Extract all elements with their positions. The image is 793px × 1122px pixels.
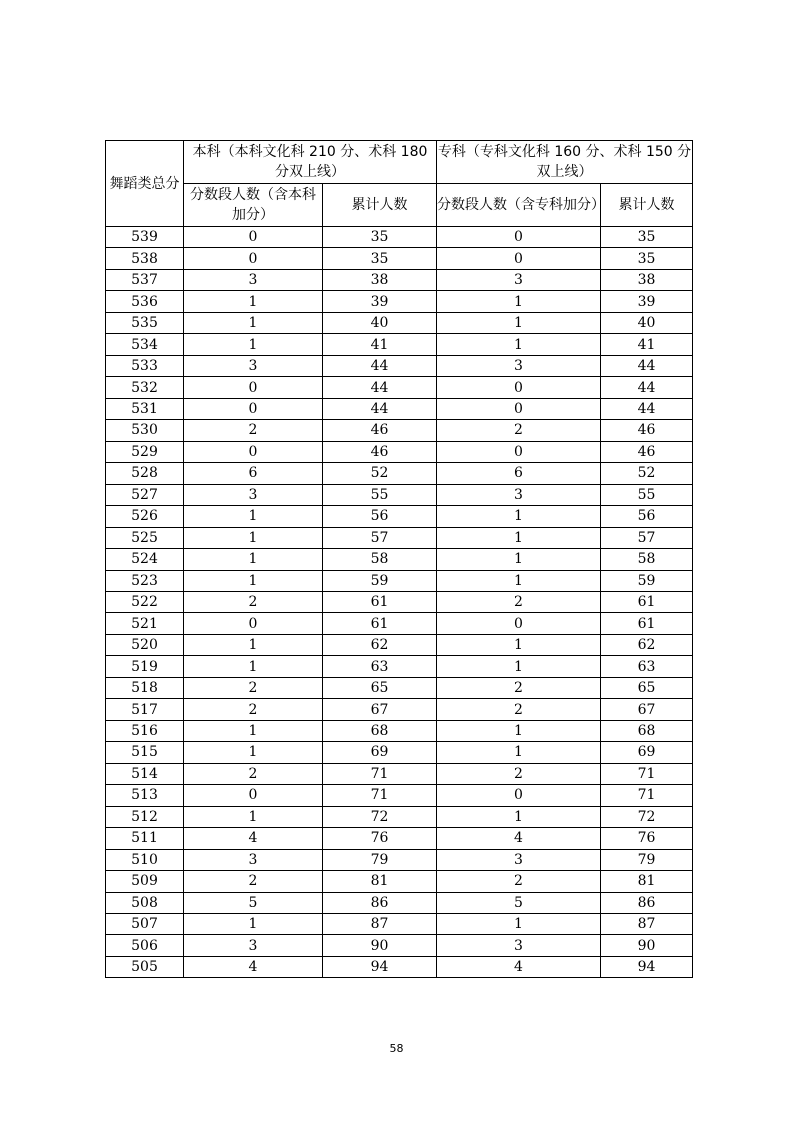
table-row [106, 849, 693, 870]
undergrad-segment-cell: 1 [184, 806, 323, 827]
table-row [106, 484, 693, 505]
junior-segment-cell: 0 [437, 398, 601, 419]
header-junior-cumulative: 累计人数 [601, 184, 693, 227]
undergrad-segment-cell: 5 [184, 892, 323, 913]
table-row [106, 871, 693, 892]
table-row [106, 613, 693, 634]
undergrad-cumulative-cell: 41 [323, 334, 437, 355]
table-row [106, 312, 693, 333]
score-cell: 535 [106, 312, 184, 333]
junior-segment-cell: 3 [437, 269, 601, 290]
junior-cumulative-cell: 69 [601, 742, 693, 763]
undergrad-cumulative-cell: 38 [323, 269, 437, 290]
junior-cumulative-cell: 79 [601, 849, 693, 870]
junior-segment-cell: 1 [437, 806, 601, 827]
junior-cumulative-cell: 44 [601, 398, 693, 419]
undergrad-segment-cell: 1 [184, 742, 323, 763]
undergrad-cumulative-cell: 61 [323, 613, 437, 634]
undergrad-cumulative-cell: 44 [323, 377, 437, 398]
undergrad-cumulative-cell: 59 [323, 570, 437, 591]
undergrad-segment-cell: 1 [184, 634, 323, 655]
junior-cumulative-cell: 44 [601, 355, 693, 376]
header-junior-segment: 分数段人数（含专科加分） [437, 184, 601, 227]
table-row [106, 763, 693, 784]
junior-segment-cell: 3 [437, 935, 601, 956]
header-junior-group: 专科（专科文化科 160 分、术科 150 分双上线） [437, 141, 693, 184]
table-row [106, 570, 693, 591]
table-row [106, 398, 693, 419]
junior-segment-cell: 3 [437, 355, 601, 376]
score-cell: 525 [106, 527, 184, 548]
score-cell: 508 [106, 892, 184, 913]
junior-cumulative-cell: 76 [601, 828, 693, 849]
junior-cumulative-cell: 56 [601, 506, 693, 527]
junior-segment-cell: 1 [437, 914, 601, 935]
score-cell: 531 [106, 398, 184, 419]
undergrad-segment-cell: 3 [184, 935, 323, 956]
undergrad-cumulative-cell: 56 [323, 506, 437, 527]
undergrad-segment-cell: 3 [184, 849, 323, 870]
junior-cumulative-cell: 61 [601, 591, 693, 612]
score-cell: 523 [106, 570, 184, 591]
junior-segment-cell: 3 [437, 849, 601, 870]
table-row [106, 742, 693, 763]
junior-cumulative-cell: 86 [601, 892, 693, 913]
junior-cumulative-cell: 59 [601, 570, 693, 591]
table-row [106, 935, 693, 956]
junior-cumulative-cell: 52 [601, 463, 693, 484]
junior-segment-cell: 2 [437, 871, 601, 892]
junior-segment-cell: 0 [437, 785, 601, 806]
score-cell: 528 [106, 463, 184, 484]
table-row [106, 420, 693, 441]
junior-cumulative-cell: 58 [601, 549, 693, 570]
score-cell: 509 [106, 871, 184, 892]
table-row [106, 441, 693, 462]
undergrad-cumulative-cell: 71 [323, 763, 437, 784]
header-undergrad-cumulative: 累计人数 [323, 184, 437, 227]
junior-segment-cell: 1 [437, 334, 601, 355]
junior-segment-cell: 0 [437, 441, 601, 462]
junior-cumulative-cell: 94 [601, 956, 693, 977]
junior-cumulative-cell: 72 [601, 806, 693, 827]
undergrad-cumulative-cell: 55 [323, 484, 437, 505]
junior-cumulative-cell: 40 [601, 312, 693, 333]
header-row-2 [106, 184, 693, 227]
undergrad-segment-cell: 0 [184, 227, 323, 248]
score-cell: 512 [106, 806, 184, 827]
undergrad-segment-cell: 0 [184, 441, 323, 462]
junior-segment-cell: 1 [437, 656, 601, 677]
score-cell: 520 [106, 634, 184, 655]
undergrad-cumulative-cell: 52 [323, 463, 437, 484]
undergrad-cumulative-cell: 90 [323, 935, 437, 956]
junior-cumulative-cell: 44 [601, 377, 693, 398]
junior-cumulative-cell: 81 [601, 871, 693, 892]
undergrad-segment-cell: 6 [184, 463, 323, 484]
junior-cumulative-cell: 35 [601, 227, 693, 248]
table-row [106, 699, 693, 720]
score-cell: 507 [106, 914, 184, 935]
junior-segment-cell: 0 [437, 377, 601, 398]
junior-segment-cell: 1 [437, 291, 601, 312]
score-cell: 532 [106, 377, 184, 398]
score-cell: 522 [106, 591, 184, 612]
score-cell: 518 [106, 677, 184, 698]
undergrad-segment-cell: 2 [184, 420, 323, 441]
table-row [106, 892, 693, 913]
score-cell: 527 [106, 484, 184, 505]
junior-segment-cell: 2 [437, 699, 601, 720]
score-cell: 530 [106, 420, 184, 441]
undergrad-segment-cell: 1 [184, 914, 323, 935]
undergrad-cumulative-cell: 71 [323, 785, 437, 806]
junior-cumulative-cell: 61 [601, 613, 693, 634]
junior-segment-cell: 2 [437, 420, 601, 441]
undergrad-cumulative-cell: 46 [323, 441, 437, 462]
table-row [106, 956, 693, 977]
table-row [106, 334, 693, 355]
table-row [106, 355, 693, 376]
score-cell: 529 [106, 441, 184, 462]
junior-cumulative-cell: 46 [601, 420, 693, 441]
score-cell: 515 [106, 742, 184, 763]
header-category: 舞蹈类总分 [106, 141, 184, 227]
undergrad-cumulative-cell: 76 [323, 828, 437, 849]
undergrad-cumulative-cell: 40 [323, 312, 437, 333]
junior-cumulative-cell: 90 [601, 935, 693, 956]
table-row [106, 248, 693, 269]
junior-segment-cell: 1 [437, 549, 601, 570]
undergrad-cumulative-cell: 79 [323, 849, 437, 870]
undergrad-cumulative-cell: 65 [323, 677, 437, 698]
undergrad-segment-cell: 1 [184, 334, 323, 355]
table-row [106, 720, 693, 741]
table-row [106, 806, 693, 827]
undergrad-segment-cell: 2 [184, 871, 323, 892]
table-row [106, 656, 693, 677]
score-cell: 539 [106, 227, 184, 248]
undergrad-segment-cell: 3 [184, 355, 323, 376]
score-cell: 505 [106, 956, 184, 977]
undergrad-segment-cell: 2 [184, 763, 323, 784]
junior-cumulative-cell: 87 [601, 914, 693, 935]
junior-segment-cell: 1 [437, 570, 601, 591]
table-row [106, 677, 693, 698]
undergrad-cumulative-cell: 72 [323, 806, 437, 827]
undergrad-cumulative-cell: 44 [323, 355, 437, 376]
score-cell: 517 [106, 699, 184, 720]
table-row [106, 463, 693, 484]
undergrad-segment-cell: 2 [184, 591, 323, 612]
undergrad-cumulative-cell: 94 [323, 956, 437, 977]
undergrad-cumulative-cell: 67 [323, 699, 437, 720]
score-cell: 537 [106, 269, 184, 290]
undergrad-segment-cell: 3 [184, 269, 323, 290]
junior-segment-cell: 2 [437, 591, 601, 612]
undergrad-cumulative-cell: 87 [323, 914, 437, 935]
junior-cumulative-cell: 39 [601, 291, 693, 312]
undergrad-cumulative-cell: 61 [323, 591, 437, 612]
table-row [106, 506, 693, 527]
junior-cumulative-cell: 35 [601, 248, 693, 269]
score-cell: 516 [106, 720, 184, 741]
undergrad-cumulative-cell: 58 [323, 549, 437, 570]
table-body [106, 227, 693, 978]
score-cell: 514 [106, 763, 184, 784]
junior-cumulative-cell: 38 [601, 269, 693, 290]
table-row [106, 527, 693, 548]
undergrad-segment-cell: 1 [184, 570, 323, 591]
undergrad-cumulative-cell: 35 [323, 227, 437, 248]
undergrad-cumulative-cell: 62 [323, 634, 437, 655]
undergrad-segment-cell: 4 [184, 828, 323, 849]
junior-cumulative-cell: 71 [601, 785, 693, 806]
table-row [106, 227, 693, 248]
undergrad-cumulative-cell: 86 [323, 892, 437, 913]
table-row [106, 634, 693, 655]
score-cell: 538 [106, 248, 184, 269]
undergrad-segment-cell: 1 [184, 549, 323, 570]
score-distribution-table [105, 140, 693, 978]
undergrad-segment-cell: 3 [184, 484, 323, 505]
undergrad-segment-cell: 0 [184, 785, 323, 806]
header-undergrad-segment: 分数段人数（含本科加分） [184, 184, 323, 227]
table-header [106, 141, 693, 227]
junior-cumulative-cell: 68 [601, 720, 693, 741]
junior-segment-cell: 1 [437, 312, 601, 333]
undergrad-segment-cell: 0 [184, 613, 323, 634]
table-row [106, 269, 693, 290]
header-row-1 [106, 141, 693, 184]
score-cell: 533 [106, 355, 184, 376]
undergrad-cumulative-cell: 46 [323, 420, 437, 441]
score-cell: 510 [106, 849, 184, 870]
undergrad-segment-cell: 1 [184, 720, 323, 741]
undergrad-segment-cell: 1 [184, 506, 323, 527]
score-cell: 536 [106, 291, 184, 312]
undergrad-cumulative-cell: 63 [323, 656, 437, 677]
undergrad-segment-cell: 0 [184, 398, 323, 419]
score-cell: 526 [106, 506, 184, 527]
undergrad-cumulative-cell: 35 [323, 248, 437, 269]
table-row [106, 377, 693, 398]
junior-segment-cell: 4 [437, 956, 601, 977]
junior-segment-cell: 2 [437, 677, 601, 698]
score-cell: 506 [106, 935, 184, 956]
undergrad-segment-cell: 1 [184, 527, 323, 548]
score-cell: 519 [106, 656, 184, 677]
undergrad-cumulative-cell: 39 [323, 291, 437, 312]
score-cell: 534 [106, 334, 184, 355]
junior-cumulative-cell: 63 [601, 656, 693, 677]
junior-cumulative-cell: 41 [601, 334, 693, 355]
undergrad-segment-cell: 2 [184, 677, 323, 698]
junior-segment-cell: 3 [437, 484, 601, 505]
table-row [106, 785, 693, 806]
junior-segment-cell: 0 [437, 613, 601, 634]
junior-cumulative-cell: 57 [601, 527, 693, 548]
table-row [106, 591, 693, 612]
junior-cumulative-cell: 71 [601, 763, 693, 784]
undergrad-segment-cell: 1 [184, 656, 323, 677]
undergrad-segment-cell: 1 [184, 291, 323, 312]
junior-cumulative-cell: 55 [601, 484, 693, 505]
junior-segment-cell: 1 [437, 634, 601, 655]
junior-segment-cell: 4 [437, 828, 601, 849]
undergrad-segment-cell: 2 [184, 699, 323, 720]
table-row [106, 549, 693, 570]
table-row [106, 828, 693, 849]
undergrad-cumulative-cell: 57 [323, 527, 437, 548]
undergrad-segment-cell: 0 [184, 248, 323, 269]
junior-segment-cell: 0 [437, 227, 601, 248]
undergrad-cumulative-cell: 68 [323, 720, 437, 741]
undergrad-cumulative-cell: 44 [323, 398, 437, 419]
junior-segment-cell: 5 [437, 892, 601, 913]
junior-cumulative-cell: 46 [601, 441, 693, 462]
table-row [106, 914, 693, 935]
score-cell: 521 [106, 613, 184, 634]
junior-segment-cell: 1 [437, 527, 601, 548]
junior-segment-cell: 1 [437, 506, 601, 527]
junior-cumulative-cell: 65 [601, 677, 693, 698]
junior-segment-cell: 1 [437, 742, 601, 763]
undergrad-cumulative-cell: 81 [323, 871, 437, 892]
score-cell: 513 [106, 785, 184, 806]
undergrad-segment-cell: 1 [184, 312, 323, 333]
junior-segment-cell: 0 [437, 248, 601, 269]
junior-cumulative-cell: 67 [601, 699, 693, 720]
page-number: 58 [389, 1042, 404, 1055]
junior-segment-cell: 2 [437, 763, 601, 784]
score-cell: 524 [106, 549, 184, 570]
junior-segment-cell: 6 [437, 463, 601, 484]
junior-segment-cell: 1 [437, 720, 601, 741]
junior-cumulative-cell: 62 [601, 634, 693, 655]
table-row [106, 291, 693, 312]
undergrad-cumulative-cell: 69 [323, 742, 437, 763]
undergrad-segment-cell: 0 [184, 377, 323, 398]
header-undergrad-group: 本科（本科文化科 210 分、术科 180 分双上线） [184, 141, 437, 184]
score-cell: 511 [106, 828, 184, 849]
undergrad-segment-cell: 4 [184, 956, 323, 977]
